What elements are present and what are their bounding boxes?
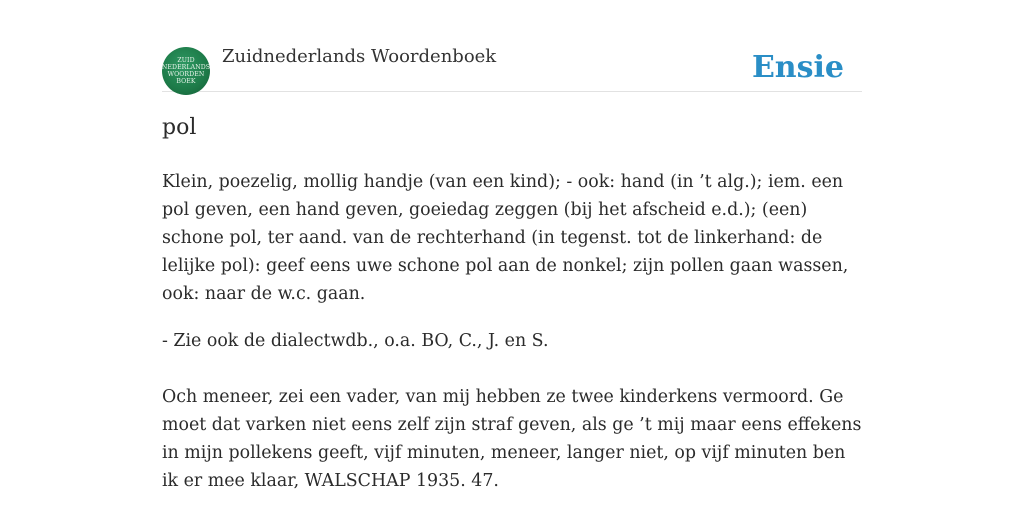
logo-text-line: NEDERLANDS: [162, 64, 210, 71]
entry-quote: Och meneer, zei een vader, van mij hebben ze twee kinderkens vermoord. Ge moet dat varken niet eens zelf zijn straf geven, als ge ’t mij maar eens effekens in mijn pollekens geeft, vijf minuten, meneer, langer niet, op vijf minuten ben ik er mee klaar, WALSCHAP 1935. 47.: [162, 387, 862, 491]
logo-text-line: ZUID: [177, 57, 195, 64]
ensie-brand-logo[interactable]: Ensie: [751, 50, 844, 85]
entry-definition: Klein, poezelig, mollig handje (van een kind); - ook: hand (in ’t alg.); iem. een pol geven, een hand geven, goeiedag zeggen (bij het afscheid e.d.); (een) schone pol, ter aand. van de rechterhand (in tegenst. tot de linkerhand: de lelijke pol): geef eens uwe schone pol aan de nonkel; zijn pollen gaan wassen, ook: naar de w.c. gaan.: [162, 172, 849, 304]
header: [162, 44, 862, 92]
dictionary-name-link[interactable]: Zuidnederlands Woordenboek: [222, 46, 497, 67]
logo-text-line: BOEK: [176, 78, 196, 85]
logo-text-line: WOORDEN: [167, 71, 205, 78]
dictionary-logo[interactable]: [162, 47, 210, 95]
entry-see-also: - Zie ook de dialectwdb., o.a. BO, C., J. en S.: [162, 331, 549, 351]
entry-term: pol: [162, 115, 197, 140]
